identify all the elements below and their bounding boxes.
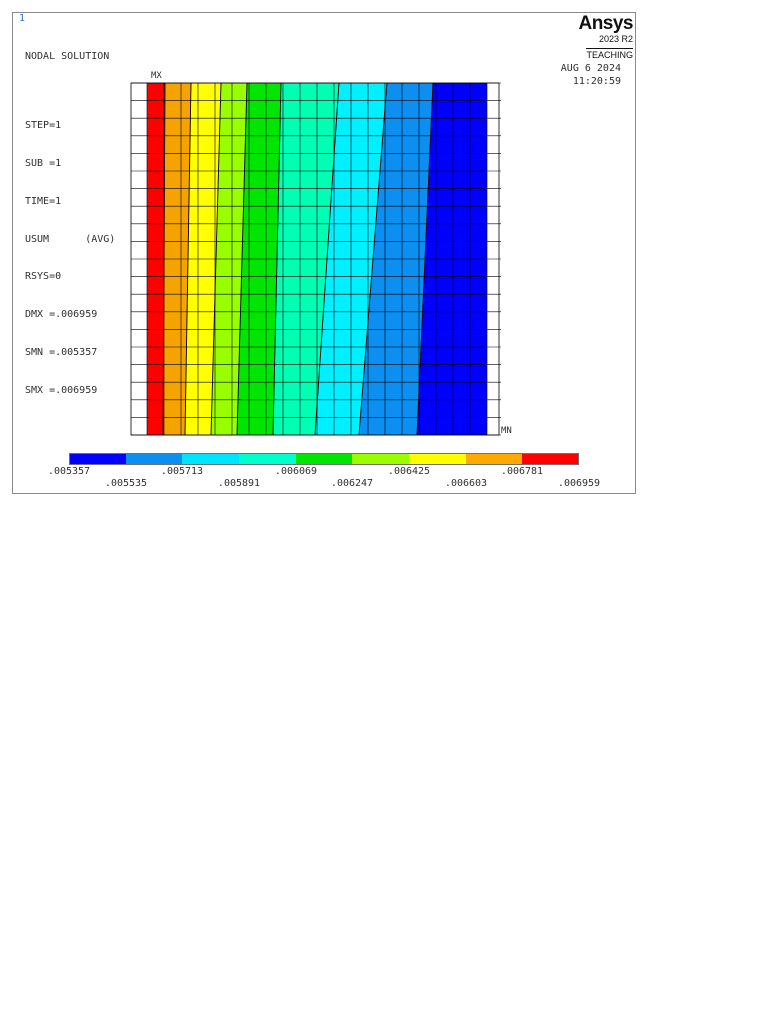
graphics-window[interactable] <box>12 12 636 494</box>
legend-top-label: .005357 <box>47 466 91 477</box>
logo-brand: Ansys <box>578 13 633 34</box>
info-rsys: RSYS=0 <box>25 271 62 283</box>
legend-swatch <box>296 453 353 465</box>
legend-swatch <box>522 453 579 465</box>
legend-swatch <box>126 453 183 465</box>
element-mesh <box>131 83 501 435</box>
info-time: TIME=1 <box>25 195 62 207</box>
legend-bottom-label: .006959 <box>557 478 601 489</box>
legend-bottom-label: .005535 <box>104 478 148 489</box>
time-text: 11:20:59 <box>572 75 621 87</box>
legend-swatch <box>409 453 466 465</box>
legend-top-label: .006425 <box>387 466 431 477</box>
solution-info <box>25 26 115 422</box>
max-marker: MX <box>151 71 162 81</box>
legend-swatch <box>239 453 296 465</box>
legend-top-label: .005713 <box>160 466 204 477</box>
legend-top-label: .006781 <box>500 466 544 477</box>
legend-bottom-label: .005891 <box>217 478 261 489</box>
legend-swatch <box>69 453 126 465</box>
logo-edition: TEACHING <box>586 50 633 60</box>
ansys-logo <box>578 13 633 63</box>
legend-swatch <box>466 453 523 465</box>
date-text: AUG 6 2024 <box>560 63 621 74</box>
legend-swatch <box>182 453 239 465</box>
legend-bar <box>69 453 579 465</box>
legend-swatch <box>352 453 409 465</box>
legend-bottom-label: .006603 <box>444 478 488 489</box>
info-smx: SMX =.006959 <box>25 384 98 396</box>
info-dmx: DMX =.006959 <box>25 309 98 321</box>
info-result: USUM (AVG) <box>25 233 116 245</box>
timestamp <box>561 63 621 88</box>
info-step: STEP=1 <box>25 120 62 132</box>
legend-top-label: .006069 <box>274 466 318 477</box>
info-sub: SUB =1 <box>25 157 62 169</box>
info-smn: SMN =.005357 <box>25 346 98 358</box>
legend-bottom-label: .006247 <box>330 478 374 489</box>
window-number: 1 <box>19 13 26 24</box>
contour-plot[interactable] <box>129 69 512 439</box>
min-marker: MN <box>501 426 512 436</box>
logo-version: 2023 R2 <box>598 34 633 44</box>
solution-title: NODAL SOLUTION <box>25 51 110 63</box>
